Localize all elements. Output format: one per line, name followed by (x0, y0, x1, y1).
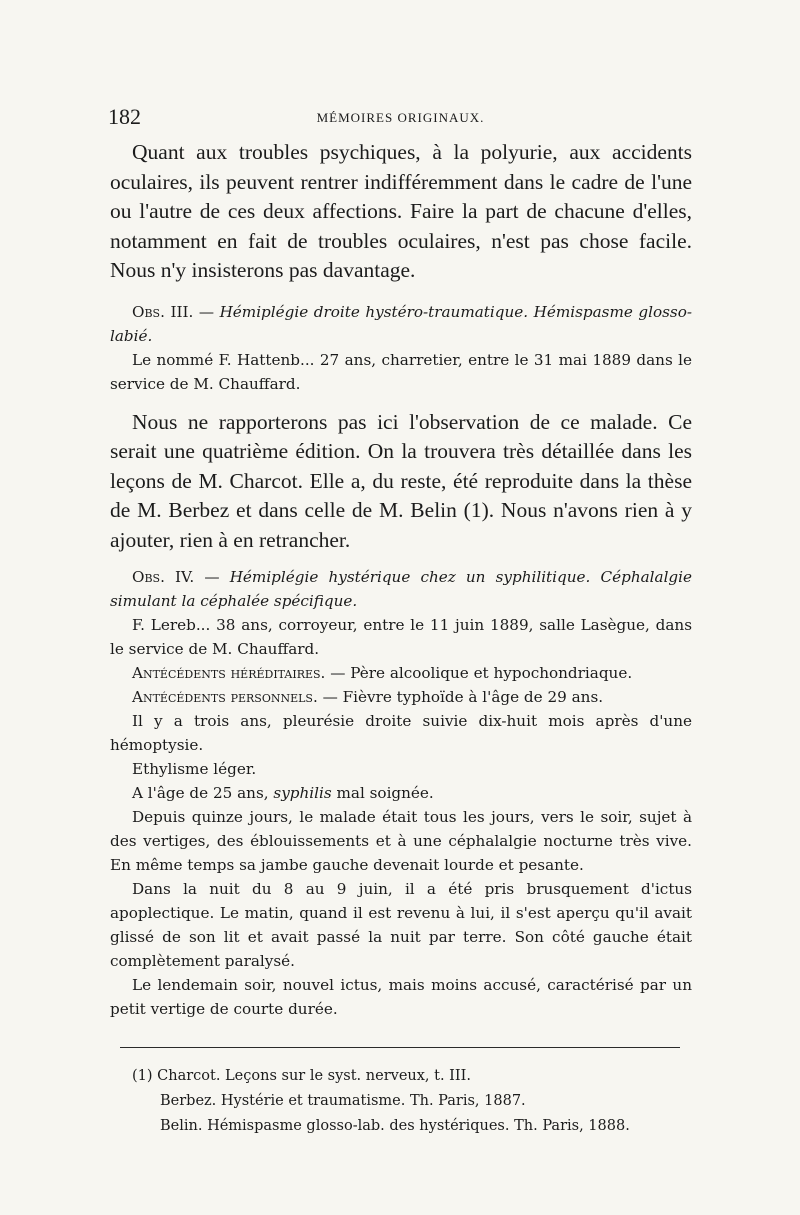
antecedents-perso-text: — Fièvre typhoïde à l'âge de 29 ans. (322, 688, 604, 706)
obs4-pleuresie: Il y a trois ans, pleurésie droite suivie dix-huit mois après d'une hémoptysie. (110, 712, 692, 754)
obs3-title: Hémiplégie droite hystéro-traumatique. Hémispasme glosso-labié. (110, 302, 692, 345)
page-body (110, 138, 692, 1021)
obs4-antecedents-hereditaires (110, 661, 692, 685)
footnote-item: Berbez. Hystérie et traumatisme. Th. Paris, 1887. (160, 1093, 526, 1109)
syphilis-after: mal soignée. (336, 784, 434, 802)
obs4-syphilis (110, 781, 692, 805)
footnote-rule (120, 1047, 680, 1048)
running-head: MÉMOIRES ORIGINAUX. (316, 110, 485, 125)
page-number: 182 (108, 104, 141, 129)
antecedents-hered-text: — Père alcoolique et hypochondriaque. (330, 664, 633, 682)
obs4-heading (110, 565, 692, 613)
obs3-comment: Nous ne rapporterons pas ici l'observation de ce malade. Ce serait une quatrième édition. On la trouvera très détaillée dans les leçons de M. Charcot. Elle a, du reste, été reproduite dans la thèse de M. Berbez et dans celle de M. Belin (1). Nous n'avons rien à y ajouter, rien à en retrancher. (110, 409, 692, 552)
footnote-item: (1) Charcot. Leçons sur le syst. nerveux, t. III. (132, 1068, 471, 1084)
intro-paragraph: Quant aux troubles psychiques, à la polyurie, aux accidents oculaires, ils peuvent rentrer indifféremment dans le cadre de l'une ou l'autre de ces deux affections. Faire la part de chacune d'elles, notamment en fait de troubles oculaires, n'est pas chose facile. Nous n'y insisterons pas davantage. (110, 140, 692, 282)
footnote-item: Belin. Hémispasme glosso-lab. des hystériques. Th. Paris, 1888. (160, 1118, 630, 1134)
obs4-ethylisme: Ethylisme léger. (132, 760, 257, 778)
obs4-lendemain: Le lendemain soir, nouvel ictus, mais moins accusé, caractérisé par un petit vertige de courte durée. (110, 976, 692, 1018)
antecedents-hered-label: Antécédents héréditaires. (132, 664, 326, 682)
obs3-label: Obs. III. — (132, 302, 215, 321)
footnotes (132, 1064, 692, 1139)
obs4-nuit: Dans la nuit du 8 au 9 juin, il a été pris brusquement d'ictus apoplectique. Le matin, quand il est revenu à lui, il s'est aperçu qu'il avait glissé de son lit et avait passé la nuit par terre. Son côté gauche était complètement paralysé. (110, 880, 692, 970)
obs4-antecedents-personnels (110, 685, 692, 709)
obs4-patient: F. Lereb... 38 ans, corroyeur, entre le 11 juin 1889, salle Lasègue, dans le service de M. Chauffard. (110, 616, 692, 658)
syphilis-word: syphilis (273, 784, 332, 802)
obs3-patient: Le nommé F. Hattenb... 27 ans, charretier, entre le 31 mai 1889 dans le service de M. Chauffard. (110, 350, 692, 393)
obs4-title: Hémiplégie hystérique chez un syphilitique. Céphalalgie simulant la céphalée spécifique. (110, 568, 692, 610)
page-header (108, 104, 693, 134)
obs4-depuis: Depuis quinze jours, le malade était tous les jours, vers le soir, sujet à des vertiges, des éblouissements et à une céphalalgie nocturne très vive. En même temps sa jambe gauche devenait lourde et pesante. (110, 808, 692, 874)
obs3-heading (110, 300, 692, 348)
obs4-label: Obs. IV. — (132, 568, 220, 586)
syphilis-before: A l'âge de 25 ans, (132, 784, 269, 802)
antecedents-perso-label: Antécédents personnels. (132, 688, 318, 706)
